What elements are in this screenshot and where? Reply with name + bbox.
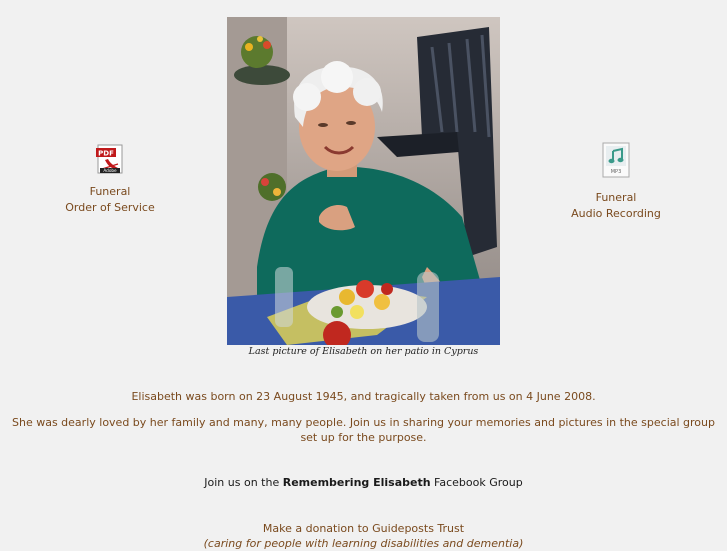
pdf-link-line2: Order of Service <box>65 201 155 214</box>
facebook-group-line <box>0 475 727 490</box>
pdf-link-line1: Funeral <box>89 185 131 198</box>
funeral-audio-recording-link[interactable] <box>566 142 666 222</box>
donate-link[interactable]: Make a donation to Guideposts Trust <box>262 522 465 535</box>
funeral-order-of-service-link[interactable] <box>60 144 160 216</box>
birth-death-text: Elisabeth was born on 23 August 1945, and tragically taken from us on 4 June 2008. <box>131 390 596 403</box>
memories-text: She was dearly loved by her family and many, many people. Join us in sharing your memories and pictures in the special group set up for the purpose. <box>12 416 715 444</box>
facebook-group-link[interactable]: Remembering Elisabeth <box>282 476 431 489</box>
pdf-file-icon <box>96 144 124 174</box>
svg-text:Adobe: Adobe <box>103 168 117 173</box>
facebook-suffix: Facebook Group <box>430 476 523 489</box>
donate-subtext: (caring for people with learning disabilities and dementia) <box>203 537 524 550</box>
svg-text:PDF: PDF <box>98 149 114 158</box>
mp3-link-line2: Audio Recording <box>571 207 661 220</box>
facebook-prefix: Join us on the <box>204 476 283 489</box>
mp3-link-line1: Funeral <box>595 191 637 204</box>
mp3-audio-file-icon <box>601 142 631 178</box>
elisabeth-photo <box>227 17 500 345</box>
svg-text:MP3: MP3 <box>610 169 622 175</box>
photo-caption: Last picture of Elisabeth on her patio in Cyprus <box>248 346 479 357</box>
